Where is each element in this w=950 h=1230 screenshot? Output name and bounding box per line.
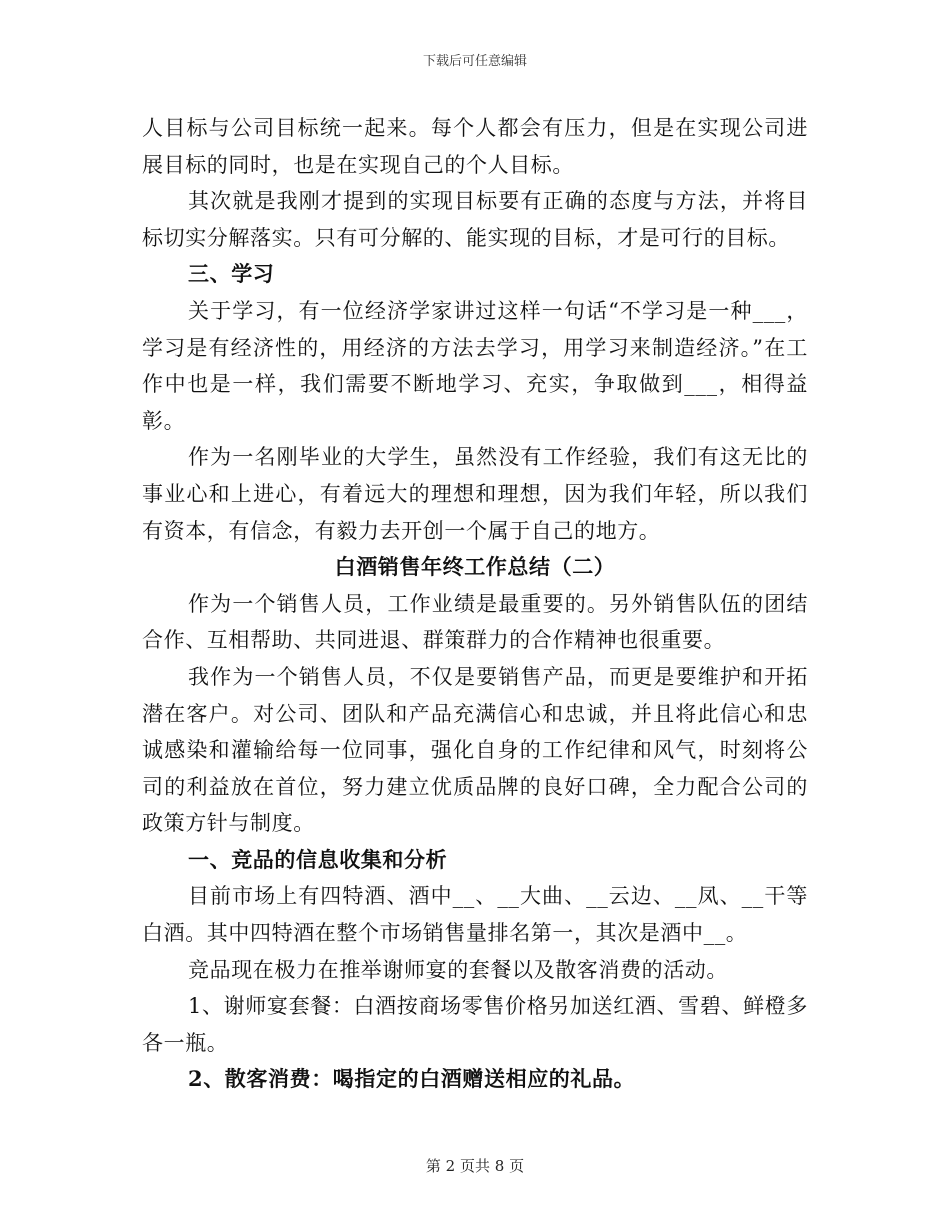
body-paragraph: 我作为一个销售人员，不仅是要销售产品，而更是要维护和开拓潜在客户。对公司、团队和产品充满信心和忠诚，并且将此信心和忠诚感染和灌输给每一位同事，强化自身的工作纪律和风气，时刻将公司的利益放在首位，努力建立优质品牌的良好口碑，全力配合公司的政策方针与制度。 (142, 664, 808, 836)
document-title: 白酒销售年终工作总结（二） (334, 554, 616, 580)
page-footer: 第 2 页共 8 页 (425, 1157, 525, 1175)
section-heading: 三、学习 (188, 261, 275, 287)
body-paragraph: 其次就是我刚才提到的实现目标要有正确的态度与方法，并将目标切实分解落实。只有可分解的、能实现的目标，才是可行的目标。 (142, 189, 808, 250)
body-paragraph: 人目标与公司目标统一起来。每个人都会有压力，但是在实现公司进展目标的同时，也是在实现自己的个人目标。 (142, 116, 808, 177)
page-header: 下载后可任意编辑 (422, 54, 527, 69)
body-paragraph: 关于学习，有一位经济学家讲过这样一句话“不学习是一种___，学习是有经济性的，用经济的方法去学习，用学习来制造经济。”在工作中也是一样，我们需要不断地学习、充实，争取做到___，相得益彰。 (142, 298, 808, 433)
body-paragraph: 作为一名刚毕业的大学生，虽然没有工作经验，我们有这无比的事业心和上进心，有着远大的理想和理想，因为我们年轻，所以我们有资本，有信念，有毅力去开创一个属于自己的地方。 (142, 445, 808, 543)
document-body (142, 110, 808, 1098)
section-heading: 一、竞品的信息收集和分析 (188, 846, 448, 872)
body-paragraph: 目前市场上有四特酒、酒中__、__大曲、__云边、__凤、__干等白酒。其中四特酒在整个市场销售量排名第一，其次是酒中__。 (142, 884, 808, 946)
body-paragraph: 作为一个销售人员，工作业绩是最重要的。另外销售队伍的团结合作、互相帮助、共同进退、群策群力的合作精神也很重要。 (142, 591, 808, 653)
body-paragraph: 竞品现在极力在推举谢师宴的套餐以及散客消费的活动。 (188, 957, 728, 982)
list-item: 1、谢师宴套餐：白酒按商场零售价格另加送红酒、雪碧、鲜橙多各一瓶。 (142, 994, 808, 1055)
list-item-bold: 2、散客消费：喝指定的白酒赠送相应的礼品。 (188, 1066, 636, 1092)
